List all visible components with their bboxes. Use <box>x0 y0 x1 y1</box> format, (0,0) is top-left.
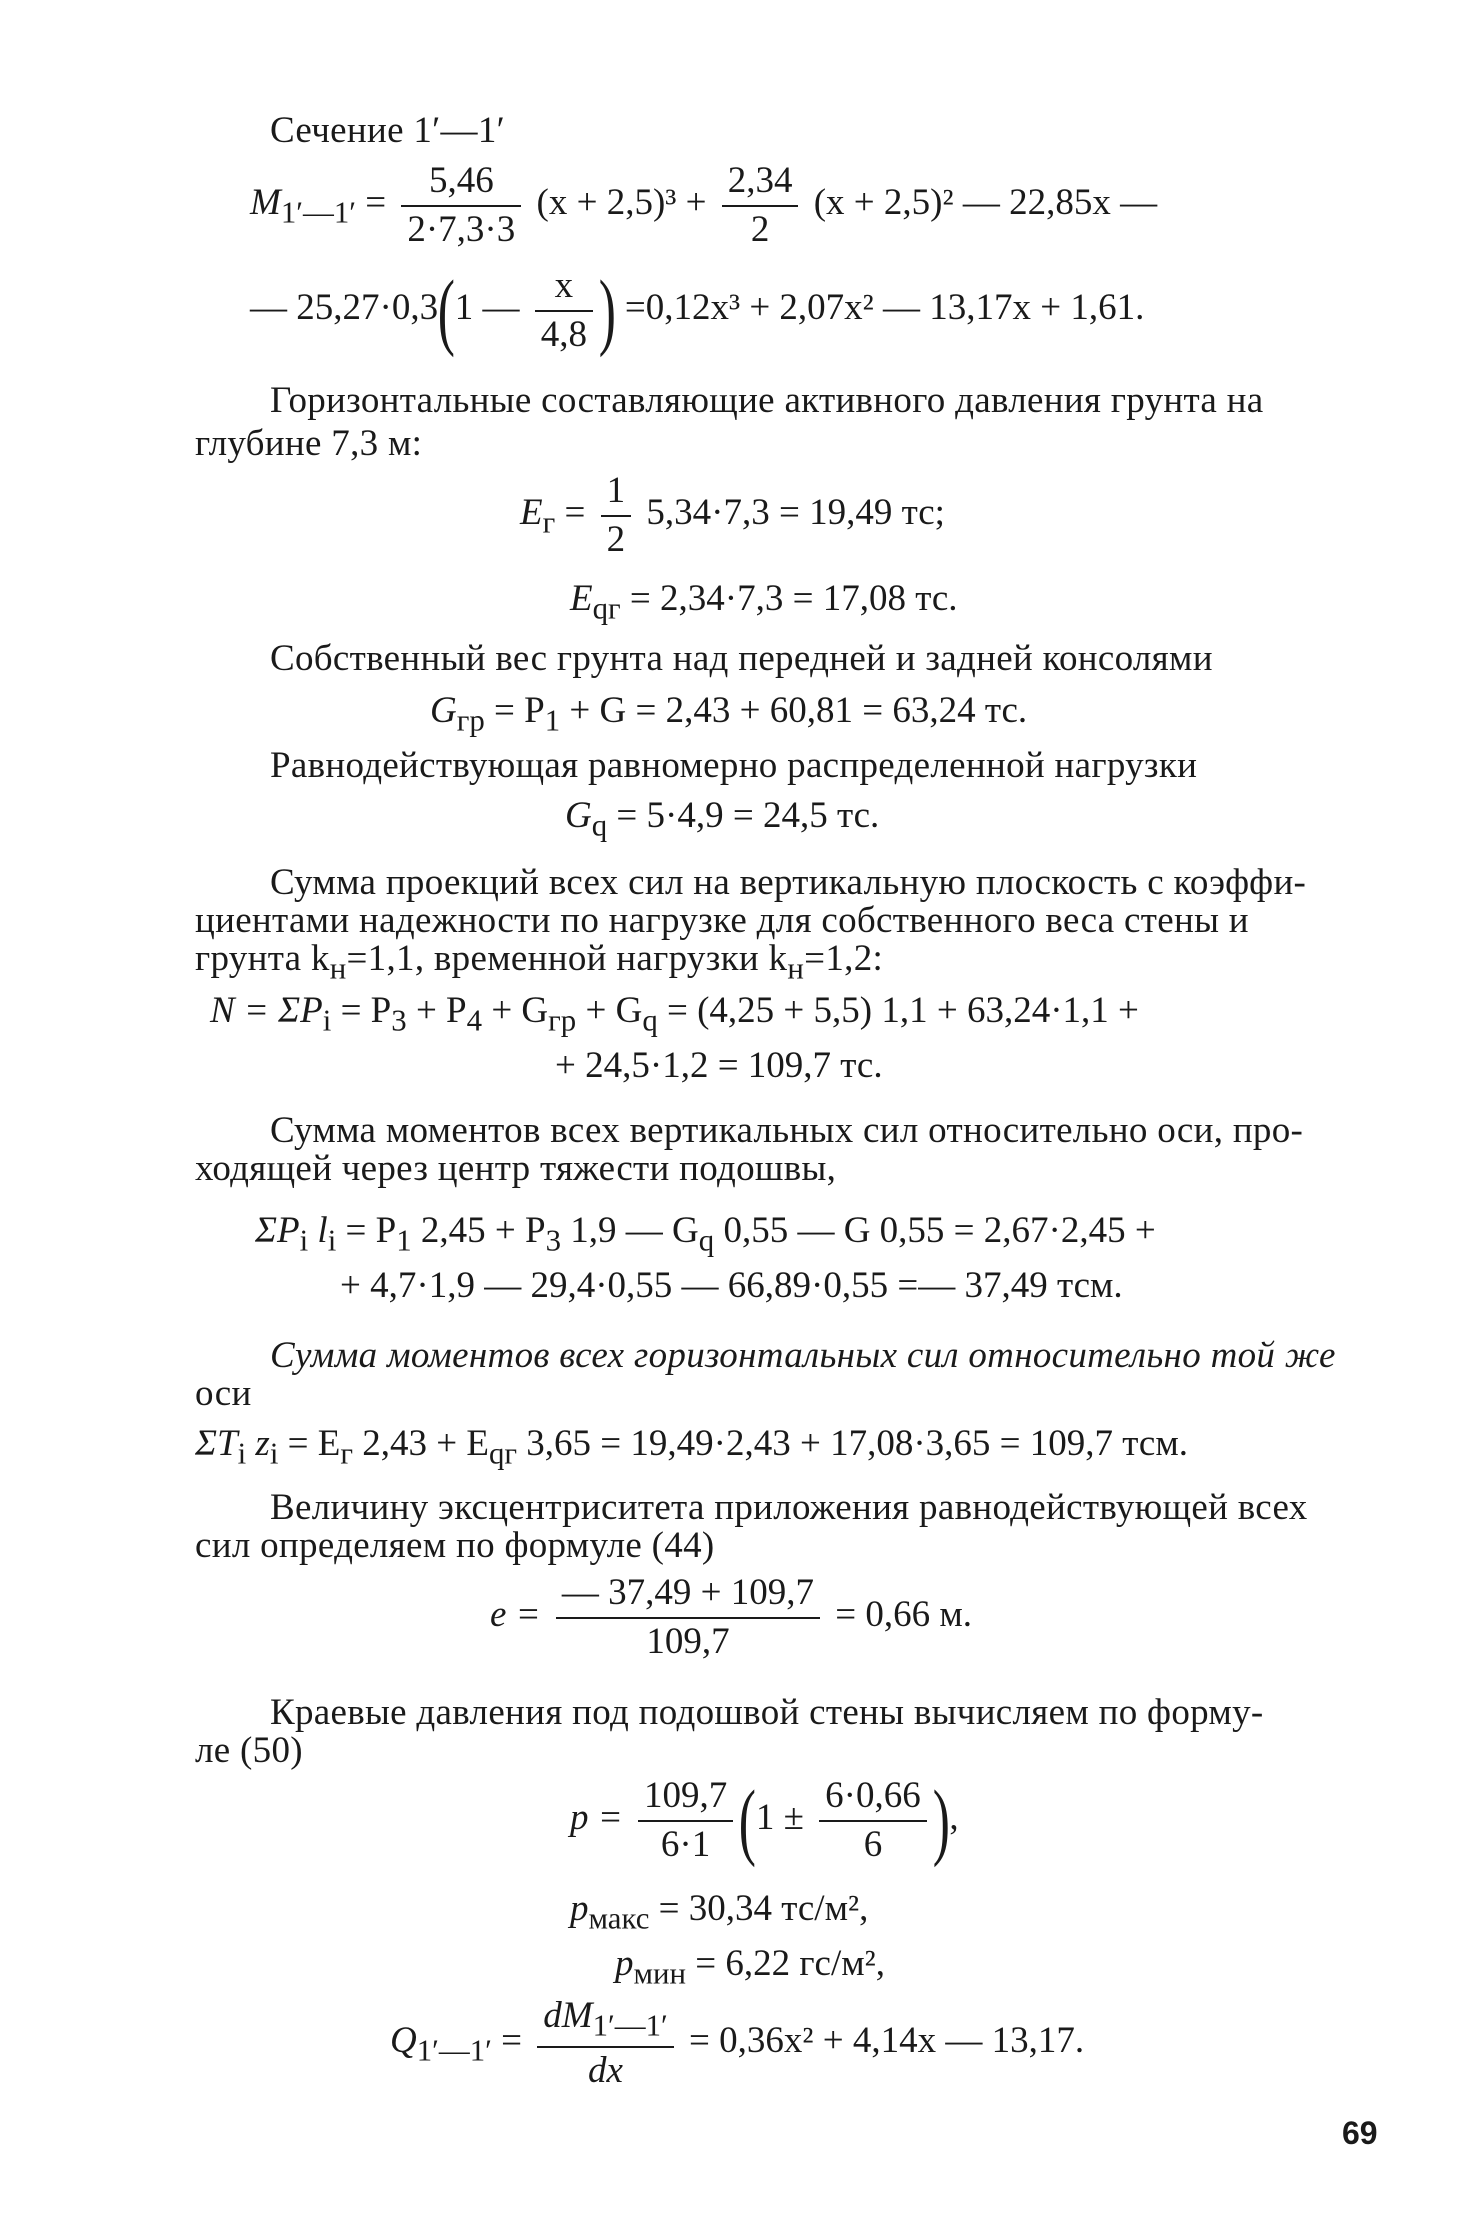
numerator: 6·0,66 <box>819 1775 927 1822</box>
subscript: q <box>642 1003 658 1038</box>
subscript: мин <box>633 1956 687 1991</box>
paragraph-line <box>270 1110 1303 1153</box>
subscript: qг <box>488 1436 518 1471</box>
numerator: — 37,49 + 109,7 <box>556 1572 820 1619</box>
text: , <box>949 1797 959 1839</box>
paragraph-line <box>270 1692 1264 1735</box>
equation-n-1 <box>210 990 1139 1039</box>
text: Сумма моментов всех вертикальных сил относительно оси, про- <box>270 1110 1304 1151</box>
text: 3,65 = 19,49·2,43 + 17,08·3,65 = 109,7 тсм. <box>517 1423 1188 1464</box>
paragraph-line <box>195 938 883 987</box>
fraction <box>638 1775 733 1866</box>
numerator: 109,7 <box>638 1775 733 1822</box>
symbol: p = <box>570 1797 632 1839</box>
paragraph-line <box>195 1730 303 1773</box>
text: = 5·4,9 = 24,5 тс. <box>607 795 880 836</box>
text: = P <box>484 690 545 731</box>
text: 2,45 + P <box>411 1210 546 1251</box>
equation-shear <box>390 1995 1084 2092</box>
paragraph-line <box>270 638 1213 681</box>
text: = <box>355 182 396 224</box>
paragraph-line <box>270 380 1264 423</box>
numerator: x <box>535 265 593 312</box>
subscript: 4 <box>466 1003 483 1038</box>
subscript: 1′—1′ <box>592 2008 668 2043</box>
left-paren-icon: ( <box>437 262 455 359</box>
text: — 25,27·0,3 <box>250 287 439 329</box>
equation-eg <box>520 470 945 561</box>
subscript: 1 <box>544 703 561 738</box>
equation-eccentricity <box>490 1572 972 1663</box>
paragraph-line <box>270 745 1197 788</box>
denominator <box>537 2048 673 2093</box>
fraction <box>537 1995 673 2092</box>
equation-p-max <box>570 1888 868 1937</box>
text: Горизонтальные составляющие активного давления грунта на <box>270 380 1264 421</box>
text: 0,55 — G 0,55 = 2,67·2,45 + <box>714 1210 1156 1251</box>
subscript: гр <box>548 1003 577 1038</box>
text: 1 — <box>454 287 529 329</box>
text: = E <box>278 1423 341 1464</box>
text: + 24,5·1,2 = 109,7 тс. <box>555 1045 883 1086</box>
numerator: 2,34 <box>722 160 799 207</box>
paragraph-line <box>270 1487 1308 1530</box>
symbol: dx <box>588 2049 623 2091</box>
page-number: 69 <box>1342 2115 1378 2151</box>
denominator: 2 <box>750 208 770 250</box>
subscript: 1 <box>396 1223 412 1258</box>
symbol: G <box>565 795 592 836</box>
subscript: г <box>340 1436 354 1471</box>
denominator: 4,8 <box>540 313 587 355</box>
equation-n-2 <box>555 1045 883 1088</box>
text: (x + 2,5)² — 22,85x — <box>813 182 1158 224</box>
text: 2,43 + E <box>353 1423 489 1464</box>
text: + G <box>482 990 549 1031</box>
denominator: 2 <box>606 518 626 560</box>
fraction <box>535 265 593 356</box>
text: Сечение 1′—1′ <box>270 110 506 151</box>
subscript: i <box>322 1003 332 1038</box>
section-heading <box>270 110 505 153</box>
fraction <box>722 160 799 251</box>
subscript: i <box>299 1223 309 1258</box>
text: + G = 2,43 + 60,81 = 63,24 тс. <box>560 690 1028 731</box>
text: + G <box>576 990 643 1031</box>
subscript: i <box>237 1436 247 1471</box>
fraction <box>401 160 521 251</box>
numerator: 1 <box>601 470 632 517</box>
subscript: макс <box>588 1901 650 1936</box>
text: (x + 2,5)³ + <box>536 182 716 224</box>
paragraph-line <box>270 862 1306 905</box>
subscript: гр <box>456 703 485 738</box>
symbol: e = <box>490 1594 550 1636</box>
equation-moments-v-2 <box>340 1265 1123 1308</box>
text: =1,1, временной нагрузки k <box>346 938 788 979</box>
symbol: G <box>430 690 457 731</box>
subscript: н <box>787 951 805 986</box>
text: Собственный вес грунта над передней и задней консолями <box>270 638 1213 679</box>
text: Сумма проекций всех сил на вертикальную плоскость с коэффи- <box>270 862 1307 903</box>
subscript: 1′—1′ <box>416 2033 492 2068</box>
equation-moment-1 <box>250 160 1157 251</box>
text: + 4,7·1,9 — 29,4·0,55 — 66,89·0,55 =— 37,49 тсм. <box>340 1265 1123 1306</box>
subscript: 1′—1′ <box>280 195 356 230</box>
text: = P <box>331 990 392 1031</box>
text: глубине 7,3 м: <box>195 423 423 464</box>
numerator <box>537 1995 673 2048</box>
text: ле (50) <box>195 1730 303 1771</box>
right-paren-icon: ) <box>932 1772 950 1869</box>
text: циентами надежности по нагрузке для собственного веса стены и <box>195 900 1249 941</box>
denominator: 109,7 <box>646 1620 730 1662</box>
symbol: p <box>615 1943 634 1984</box>
text: 1,9 — G <box>561 1210 699 1251</box>
equation-moments-v-1 <box>255 1210 1156 1259</box>
symbol: M <box>250 182 281 224</box>
symbol: Q <box>390 2020 417 2062</box>
paragraph-line <box>195 1525 715 1568</box>
subscript: г <box>542 505 556 540</box>
subscript: i <box>327 1223 337 1258</box>
text: Краевые давления под подошвой стены вычисляем по форму- <box>270 1692 1264 1733</box>
equation-p-min <box>615 1943 885 1992</box>
text: сил определяем по формуле (44) <box>195 1525 715 1566</box>
fraction <box>556 1572 820 1663</box>
denominator: 6·1 <box>660 1823 711 1865</box>
text: оси <box>195 1373 252 1414</box>
symbol: p <box>570 1888 589 1929</box>
text: Сумма моментов всех горизонтальных сил относительно той же <box>270 1335 1336 1376</box>
subscript: н <box>329 951 347 986</box>
equation-moments-h <box>195 1423 1188 1472</box>
text: = 0,66 м. <box>826 1594 973 1636</box>
paragraph-line <box>195 900 1249 943</box>
subscript: qг <box>592 591 621 626</box>
equation-pressure <box>570 1772 959 1869</box>
paragraph-line <box>195 1148 836 1191</box>
denominator: 2·7,3·3 <box>407 208 516 250</box>
text: = (4,25 + 5,5) 1,1 + 63,24·1,1 + <box>657 990 1139 1031</box>
text: Величину эксцентриситета приложения равнодействующей всех <box>270 1487 1308 1528</box>
symbol: N = ΣP <box>210 990 323 1031</box>
equation-eqg <box>570 578 958 627</box>
subscript: q <box>591 808 608 843</box>
text: = 0,36x² + 4,14x — 13,17. <box>679 2020 1085 2062</box>
paragraph-line <box>195 1373 252 1416</box>
symbol: E <box>570 578 593 619</box>
subscript: q <box>698 1223 715 1258</box>
denominator: 6 <box>863 1823 883 1865</box>
text: + P <box>406 990 467 1031</box>
text: Равнодействующая равномерно распределенной нагрузки <box>270 745 1198 786</box>
equation-ggr <box>430 690 1027 739</box>
text: = 2,34·7,3 = 17,08 тс. <box>620 578 958 619</box>
right-paren-icon: ) <box>598 262 616 359</box>
subscript: 3 <box>545 1223 562 1258</box>
subscript: 3 <box>391 1003 407 1038</box>
text: 5,34·7,3 = 19,49 тс; <box>646 492 945 534</box>
fraction <box>601 470 632 561</box>
fraction <box>819 1775 927 1866</box>
paragraph-line <box>270 1335 1336 1378</box>
numerator: 5,46 <box>401 160 521 207</box>
text: ходящей через центр тяжести подошвы, <box>195 1148 837 1189</box>
symbol: E <box>520 492 543 534</box>
text: = 6,22 гс/м², <box>686 1943 886 1984</box>
subscript: i <box>269 1436 279 1471</box>
symbol: l <box>308 1210 328 1251</box>
text: 1 ± <box>755 1797 814 1839</box>
text: =1,2: <box>804 938 884 979</box>
symbol: dM <box>543 1995 593 2036</box>
equation-moment-2 <box>250 262 1145 359</box>
symbol: ΣT <box>195 1423 238 1464</box>
symbol: z <box>246 1423 270 1464</box>
text: = 30,34 тс/м², <box>649 1888 869 1929</box>
text: грунта k <box>195 938 330 979</box>
equation-gq <box>565 795 879 844</box>
paragraph-line <box>195 423 422 466</box>
text: = P <box>336 1210 397 1251</box>
left-paren-icon: ( <box>738 1772 757 1869</box>
symbol: ΣP <box>255 1210 300 1251</box>
text: = <box>555 492 595 534</box>
text: =0,12x³ + 2,07x² — 13,17x + 1,61. <box>615 287 1145 329</box>
text: = <box>491 2020 532 2062</box>
